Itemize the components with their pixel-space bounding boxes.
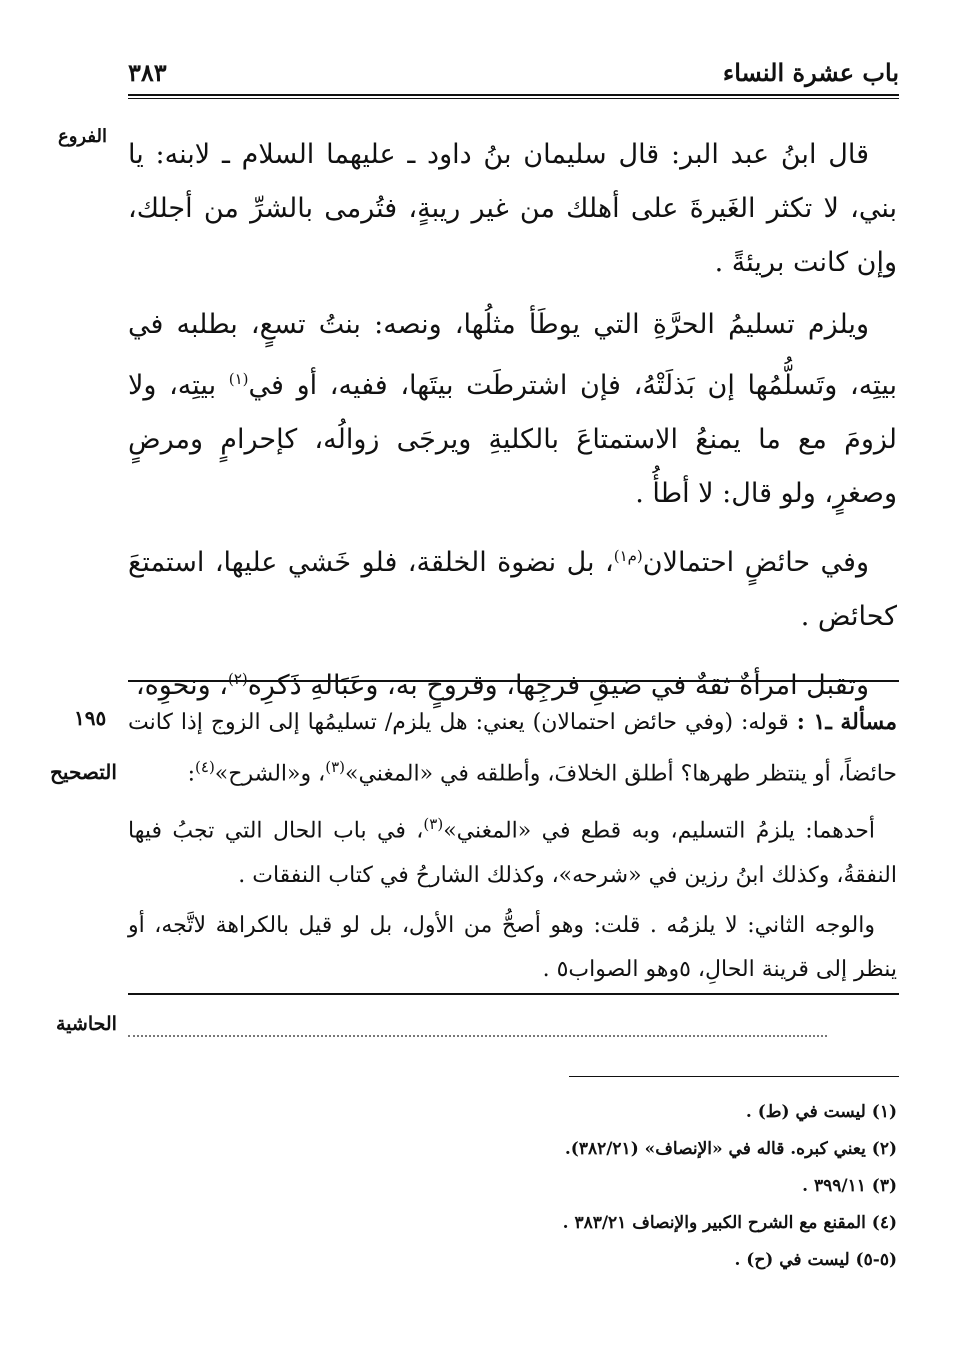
main-paragraph	[128, 529, 897, 644]
footnote-ref: (٣)	[325, 758, 345, 776]
margin-label-hashiya: الحاشية	[56, 1013, 117, 1035]
footnote: (١) ليست في (ط) .	[745, 1102, 897, 1122]
text-run: ، في باب الحال التي تجبُ فيها النفقةُ، وكذلك ابنُ رزين في «شرحه»، وكذلك الشارحُ في كتاب النفقات .	[128, 818, 897, 888]
footnote-ref: (٤)	[195, 758, 215, 776]
footnote: (٥-٥) ليست في (ح) .	[734, 1250, 897, 1270]
header-rule	[128, 94, 899, 96]
page-number: ٣٨٣	[128, 58, 167, 87]
text-run: وفي حائضٍ احتمالان	[642, 547, 870, 578]
main-paragraph	[128, 298, 897, 521]
footnote: (٣) ٣٩٩/١١ .	[802, 1176, 897, 1196]
hashiya-dotted-line	[128, 1035, 827, 1037]
margin-label-furu: الفروع	[58, 126, 107, 147]
margin-number: ١٩٥	[74, 706, 107, 730]
footnote-ref: (م١)	[613, 547, 643, 565]
footnote-rule	[569, 1076, 899, 1077]
footnote-ref: (٢)	[227, 670, 248, 688]
masala-label: مسألة ـ١ :	[796, 709, 898, 735]
text-run: ويلزم تسليمُ الحرَّةِ التي يوطَأ مثلُها، ونصه: بنتُ تسعٍ، بطلبه في بيتِه، وتَسلُّمُها إن بَذلَتْهُ، فإن اشترطَت بيتَها، ففيه، أو في	[128, 309, 897, 401]
header-rule-thin	[128, 98, 899, 99]
tashih-commentary	[128, 700, 897, 998]
main-paragraph: قال ابنُ عبد البر: قال سليمان بنُ داود ـ عليهما السلام ـ لابنه: يا بني، لا تكثر الغَيرةَ على أهلك من غير ريبةٍ، فتُرمى بالشرِّ من أجلك، وإن كانت بريئةً .	[128, 139, 897, 278]
text-run: أحدهما: يلزمُ التسليم، وبه قطع في «المغني»	[443, 818, 875, 844]
commentary-paragraph	[128, 802, 897, 897]
margin-label-tashih: التصحيح	[50, 760, 117, 784]
text-run: بيتِه، ولا لزومَ مع ما يمنعُ الاستمتاعَ بالكليةِ ويرجَى زوالُه، كإحرامٍ ومرضٍ وصغرٍ، ولو قال: لا أطأُ .	[128, 370, 897, 509]
commentary-paragraph	[128, 700, 897, 796]
text-run: وتقبل امرأةٌ ثقةٌ في ضيقِ فرجِها، وقروحٍ به، وعَبَالةِ ذَكرِه	[247, 670, 869, 701]
chapter-title: باب عشرة النساء	[722, 58, 899, 87]
main-text	[128, 128, 897, 721]
footnotes	[128, 1094, 897, 1279]
text-run: :	[187, 761, 196, 787]
text-run: قوله: (وفي حائض احتمالان) يعني: هل يلزم/ تسليمُها إلى الزوج إذا كانت حائضاً، أو ينتظر طهرها؟ أطلق الخلافَ، وأطلقه في «المغني»	[128, 710, 897, 787]
text-run: ، و«الشرح»	[214, 761, 326, 787]
footnote: (٢) يعني كبره. قاله في «الإنصاف» (٣٨٢/٢١).	[564, 1139, 897, 1159]
footnote-ref: (٣)	[423, 815, 444, 834]
text-run: ، بل نضوة الخلقة، فلو خَشي عليها، استمتعَ كحائض .	[128, 547, 897, 632]
footnote-ref: (١)	[228, 370, 249, 388]
commentary-paragraph: والوجه الثاني: لا يلزمُه . قلت: وهو أصحُّ من الأول، بل لو قيل بالكراهة لاتَّجه، أو ينظر إلى قرينة الحالِ، ٥وهو الصواب٥ .	[128, 912, 897, 982]
page-header	[128, 58, 899, 92]
section-rule	[128, 680, 899, 682]
section-rule	[128, 993, 899, 995]
text-run: ، ونحوِه،	[135, 670, 228, 701]
footnote: (٤) المقنع مع الشرح الكبير والإنصاف ٣٨٣/٢١ .	[562, 1213, 897, 1233]
